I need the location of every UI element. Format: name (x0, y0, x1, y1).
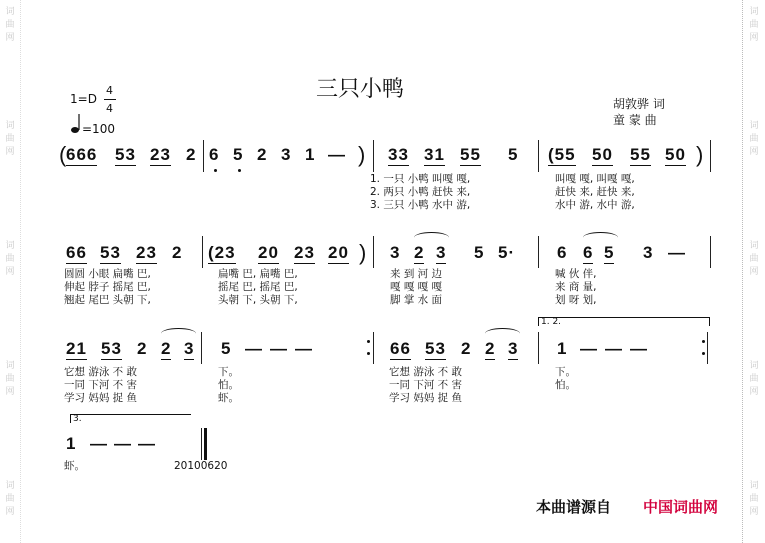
note: 66 (390, 339, 411, 358)
note: 55 (630, 145, 651, 164)
note: 20 (258, 243, 279, 262)
note: 50 (592, 145, 613, 164)
meter-top: 4 (106, 84, 113, 97)
note: 5 (233, 145, 244, 164)
note: 53 (425, 339, 446, 358)
watermark-right-1: 词曲网 (749, 7, 759, 43)
volta-label: 1. 2. (541, 317, 562, 327)
key-signature: 1=D (70, 92, 97, 106)
composer-credit: 童 蒙 曲 (613, 113, 657, 127)
note: 3 (643, 243, 654, 262)
note: 23 (150, 145, 171, 164)
source-label: 本曲谱源自 (536, 498, 612, 516)
note: 3 (184, 339, 195, 358)
note: 2 (137, 339, 148, 358)
note: 5 (221, 339, 232, 358)
note: 2 (161, 339, 172, 358)
lyric-line: 扁嘴 巴, 扁嘴 巴, (218, 268, 298, 280)
note: 1 (557, 339, 568, 358)
dash: — (245, 339, 263, 358)
note: 1 (66, 434, 77, 453)
note: 20 (328, 243, 349, 262)
lyric-line: 一同 下河 不 害 (389, 379, 463, 391)
note: 3 (436, 243, 447, 262)
lyric-line: 赶快 来, 赶快 来, (555, 186, 635, 198)
site-name: 中国词曲网 (643, 498, 719, 516)
note: 53 (101, 339, 122, 358)
meter-bottom: 4 (106, 102, 113, 115)
lyric-line: 一同 下河 不 害 (64, 379, 138, 391)
lyric-line: 来 商 量, (555, 281, 597, 293)
lyric-line: 1. 一只 小鸭 叫嘎 嘎, (370, 173, 471, 185)
note: 5 (508, 145, 519, 164)
note: 6 (209, 145, 220, 164)
note: 2 (485, 339, 496, 358)
note: 31 (424, 145, 445, 164)
lyric-line: 脚 掌 水 面 (390, 294, 443, 306)
lyric-line: 它想 游泳 不 敢 (64, 366, 138, 378)
dash: — (328, 145, 346, 164)
page-title: 三只小鸭 (316, 77, 405, 102)
watermark-left-3: 词曲网 (5, 241, 15, 277)
lyric-line: 3. 三只 小鸭 水中 游, (370, 199, 471, 211)
note: 2 (257, 145, 268, 164)
lyric-line: 虾。 (218, 392, 239, 404)
watermark-right-2: 词曲网 (749, 121, 759, 157)
note: 33 (388, 145, 409, 164)
watermark-left-2: 词曲网 (5, 121, 15, 157)
watermark-left-5: 词曲网 (5, 481, 15, 517)
note: 5 (474, 243, 485, 262)
note: 5· (498, 243, 516, 262)
note: 3 (281, 145, 292, 164)
dash: — (270, 339, 288, 358)
note: 6 (583, 243, 594, 262)
watermark-right-4: 词曲网 (749, 361, 759, 397)
note: 666 (66, 145, 98, 164)
dash: — (605, 339, 623, 358)
note: 53 (100, 243, 121, 262)
watermark-left-1: 词曲网 (5, 7, 15, 43)
lyric-line: 叫嘎 嘎, 叫嘎 嘎, (555, 173, 635, 185)
dash: — (668, 243, 686, 262)
note: (55 (548, 145, 576, 164)
note: 1 (305, 145, 316, 164)
note: 3 (390, 243, 401, 262)
lyric-line: 下。 (555, 366, 576, 378)
lyricist-credit: 胡敦骅 词 (613, 97, 665, 111)
lyric-line: 2. 两只 小鸭 赶快 来, (370, 186, 471, 198)
lyric-line: 学习 妈妈 捉 鱼 (389, 392, 463, 404)
lyric-line: 水中 游, 水中 游, (555, 199, 635, 211)
note: 5 (604, 243, 615, 262)
lyric-line: 头朝 下, 头朝 下, (218, 294, 298, 306)
lyric-line: 它想 游泳 不 敢 (389, 366, 463, 378)
lyric-line: 嘎 嘎 嘎 嘎 (390, 281, 443, 293)
note: 23 (136, 243, 157, 262)
volta-label: 3. (73, 414, 82, 424)
note: 2 (414, 243, 425, 262)
dash: — (630, 339, 648, 358)
lyric-line: 划 呀 划, (555, 294, 597, 306)
lyric-line: 喊 伙 伴, (555, 268, 597, 280)
lyric-line: 来 到 河 边 (390, 268, 443, 280)
note: 55 (460, 145, 481, 164)
note: 53 (115, 145, 136, 164)
tempo-mark: =100 (82, 122, 115, 136)
note: 23 (294, 243, 315, 262)
note: 2 (461, 339, 472, 358)
lyric-line: 圆圆 小眼 扁嘴 巴, (64, 268, 151, 280)
dash: — (295, 339, 313, 358)
note: 50 (665, 145, 686, 164)
lyric-line: 怕。 (218, 379, 239, 391)
note: (23 (208, 243, 236, 262)
note: 2 (186, 145, 197, 164)
lyric-line: 怕。 (555, 379, 576, 391)
note: 21 (66, 339, 87, 358)
note: 2 (172, 243, 183, 262)
lyric-line: 虾。 (64, 460, 85, 472)
lyric-line: 翘起 尾巴 头朝 下, (64, 294, 151, 306)
note: 3 (508, 339, 519, 358)
dash: — (114, 434, 132, 453)
dash: — (580, 339, 598, 358)
watermark-left-4: 词曲网 (5, 361, 15, 397)
dash: — (90, 434, 108, 453)
note: 66 (66, 243, 87, 262)
date-stamp: 20100620 (174, 460, 228, 472)
lyric-line: 伸起 脖子 摇尾 巴, (64, 281, 151, 293)
watermark-right-3: 词曲网 (749, 241, 759, 277)
lyric-line: 学习 妈妈 捉 鱼 (64, 392, 138, 404)
dash: — (138, 434, 156, 453)
note: 6 (557, 243, 568, 262)
watermark-right-5: 词曲网 (749, 481, 759, 517)
lyric-line: 下。 (218, 366, 239, 378)
lyric-line: 摇尾 巴, 摇尾 巴, (218, 281, 298, 293)
